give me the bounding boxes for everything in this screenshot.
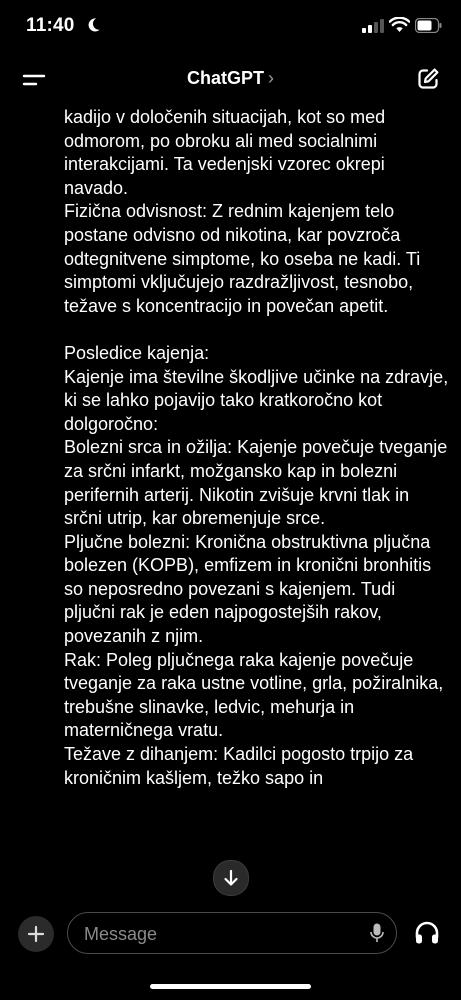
add-attachment-button[interactable] <box>18 916 54 952</box>
message-paragraph: Fizična odvisnost: Z rednim kajenjem telo postane odvisno od nikotina, kar povzroča odtegnitvene simptome, ko oseba ne kadi. Ti simptomi vključujejo razdražljivost, tesnobo, težave s koncentracijo in povečan apetit. <box>64 201 421 316</box>
message-paragraph: Rak: Poleg pljučnega raka kajenje povečuje tveganje za raka ustne votline, grla, požiralnika, trebušne slinavke, ledvic, mehurja in materničnega vratu. <box>64 649 444 741</box>
moon-icon <box>85 17 101 33</box>
message-input[interactable] <box>82 913 356 955</box>
home-indicator <box>150 984 311 989</box>
message-paragraph: Težave z dihanjem: Kadilci pogosto trpijo za kroničnim kašljem, težko sapo in <box>64 744 414 788</box>
wifi-icon <box>389 17 410 33</box>
signal-icon <box>362 19 384 33</box>
scroll-to-bottom-button[interactable] <box>213 860 249 896</box>
chat-title[interactable]: ChatGPT <box>186 68 264 88</box>
message-paragraph: Pljučne bolezni: Kronična obstruktivna pljučna bolezen (KOPB), emfizem in kronični bronhitis so neposredno povezani s kajenjem. Tudi pljučni rak je eden najpogostejših rakov, povezanih z njim. <box>64 531 432 647</box>
chevron-right-icon: › <box>268 68 274 88</box>
section-heading: Posledice kajenja: <box>64 342 210 363</box>
assistant-message <box>64 106 449 906</box>
paragraph-spacer <box>64 318 449 342</box>
message-field[interactable] <box>67 912 397 954</box>
status-bar <box>0 0 461 54</box>
arrow-down-icon <box>222 869 240 887</box>
model-selector[interactable] <box>0 68 461 89</box>
composer-bar <box>0 906 461 1000</box>
headphones-icon[interactable] <box>414 920 440 946</box>
status-time: 11:40 <box>26 15 75 36</box>
battery-icon <box>415 18 442 33</box>
new-chat-icon[interactable] <box>416 67 440 91</box>
chat-header <box>0 58 461 102</box>
message-paragraph: Kajenje ima številne škodljive učinke na zdravje, ki se lahko pojavijo tako kratkoročno kot dolgoročno: <box>64 366 449 434</box>
message-paragraph: Bolezni srca in ožilja: Kajenje povečuje tveganje za srčni infarkt, možgansko kap in bolezni perifernih arterij. Nikotin zvišuje krvni tlak in srčni utrip, kar obremenjuje srce. <box>64 437 448 529</box>
message-paragraph: kadijo v določenih situacijah, kot so med odmorom, po obroku ali med socialnimi interakcijami. Ta vedenjski vzorec okrepi navado. <box>64 107 386 198</box>
plus-icon <box>27 925 45 943</box>
microphone-icon[interactable] <box>370 923 384 943</box>
